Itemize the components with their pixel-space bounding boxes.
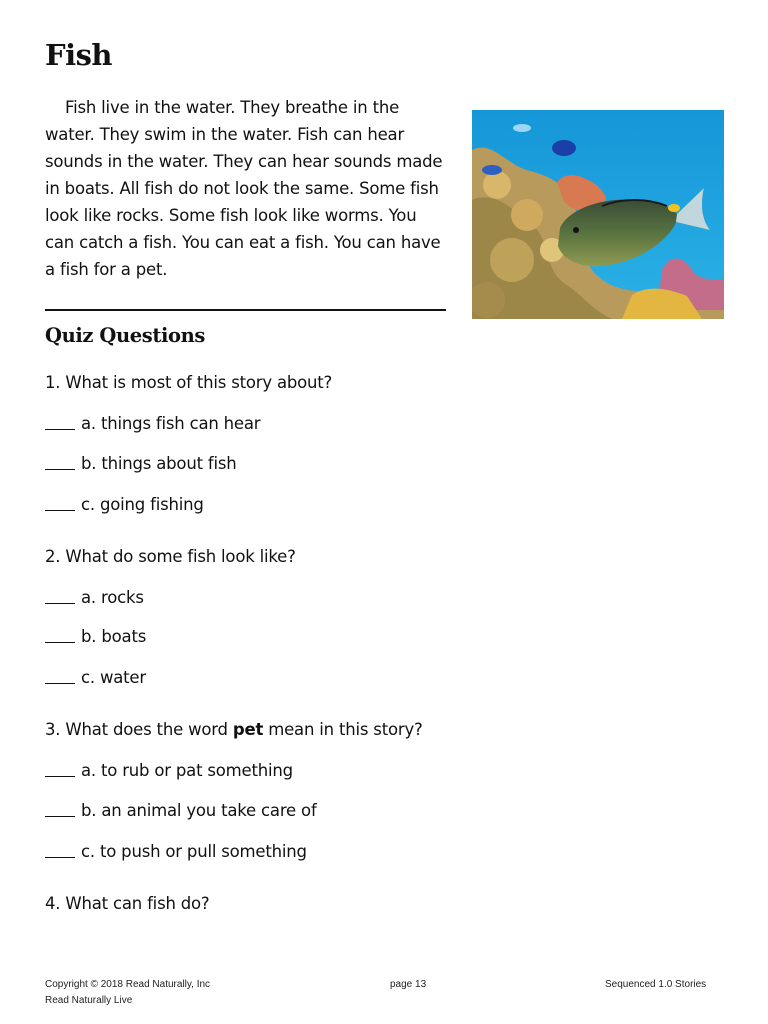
answer-option[interactable] xyxy=(45,668,146,687)
answer-blank[interactable] xyxy=(45,510,75,511)
story-paragraph: Fish live in the water. They breathe in the water. They swim in the water. Fish can hear sounds in the water. They can hear sounds made in boats. All fish do not look the same. Some fish look like rocks. Some fish look like worms. You can catch a fish. You can eat a fish. You can have a fish for a pet. xyxy=(45,98,443,279)
fish-photo xyxy=(472,110,724,319)
answer-option[interactable] xyxy=(45,627,146,646)
quiz-heading: Quiz Questions xyxy=(45,324,205,347)
footer-brand: Read Naturally Live xyxy=(45,995,133,1006)
answer-blank[interactable] xyxy=(45,603,75,604)
answer-option[interactable] xyxy=(45,801,317,820)
answer-blank[interactable] xyxy=(45,776,75,777)
option-label: c. going fishing xyxy=(81,495,204,514)
option-label: b. boats xyxy=(81,627,147,646)
answer-option[interactable] xyxy=(45,454,237,473)
question-1: 1. What is most of this story about? xyxy=(45,373,333,392)
answer-blank[interactable] xyxy=(45,642,75,643)
story-title: Fish xyxy=(45,38,113,72)
option-label: a. things fish can hear xyxy=(81,414,261,433)
option-label: c. to push or pull something xyxy=(81,842,307,861)
answer-option[interactable] xyxy=(45,842,307,861)
answer-blank[interactable] xyxy=(45,816,75,817)
option-label: b. things about fish xyxy=(81,454,237,473)
answer-option[interactable] xyxy=(45,495,204,514)
section-divider xyxy=(45,309,446,311)
answer-blank[interactable] xyxy=(45,857,75,858)
answer-option[interactable] xyxy=(45,761,293,780)
question-3-keyword: pet xyxy=(232,720,264,739)
question-2: 2. What do some fish look like? xyxy=(45,547,296,566)
answer-option[interactable] xyxy=(45,414,260,433)
answer-blank[interactable] xyxy=(45,429,75,430)
story-text xyxy=(45,94,445,283)
footer-page-number: page 13 xyxy=(390,979,427,990)
question-3-text-after: mean in this story? xyxy=(263,720,423,739)
question-3 xyxy=(45,720,423,739)
option-label: b. an animal you take care of xyxy=(81,801,317,820)
footer-copyright: Copyright © 2018 Read Naturally, Inc xyxy=(45,979,211,990)
question-4: 4. What can fish do? xyxy=(45,894,210,913)
footer-series: Sequenced 1.0 Stories xyxy=(605,979,707,990)
answer-blank[interactable] xyxy=(45,683,75,684)
answer-blank[interactable] xyxy=(45,469,75,470)
option-label: a. rocks xyxy=(81,588,144,607)
answer-option[interactable] xyxy=(45,588,144,607)
question-3-text-before: 3. What does the word xyxy=(45,720,233,739)
option-label: c. water xyxy=(81,668,146,687)
option-label: a. to rub or pat something xyxy=(81,761,293,780)
